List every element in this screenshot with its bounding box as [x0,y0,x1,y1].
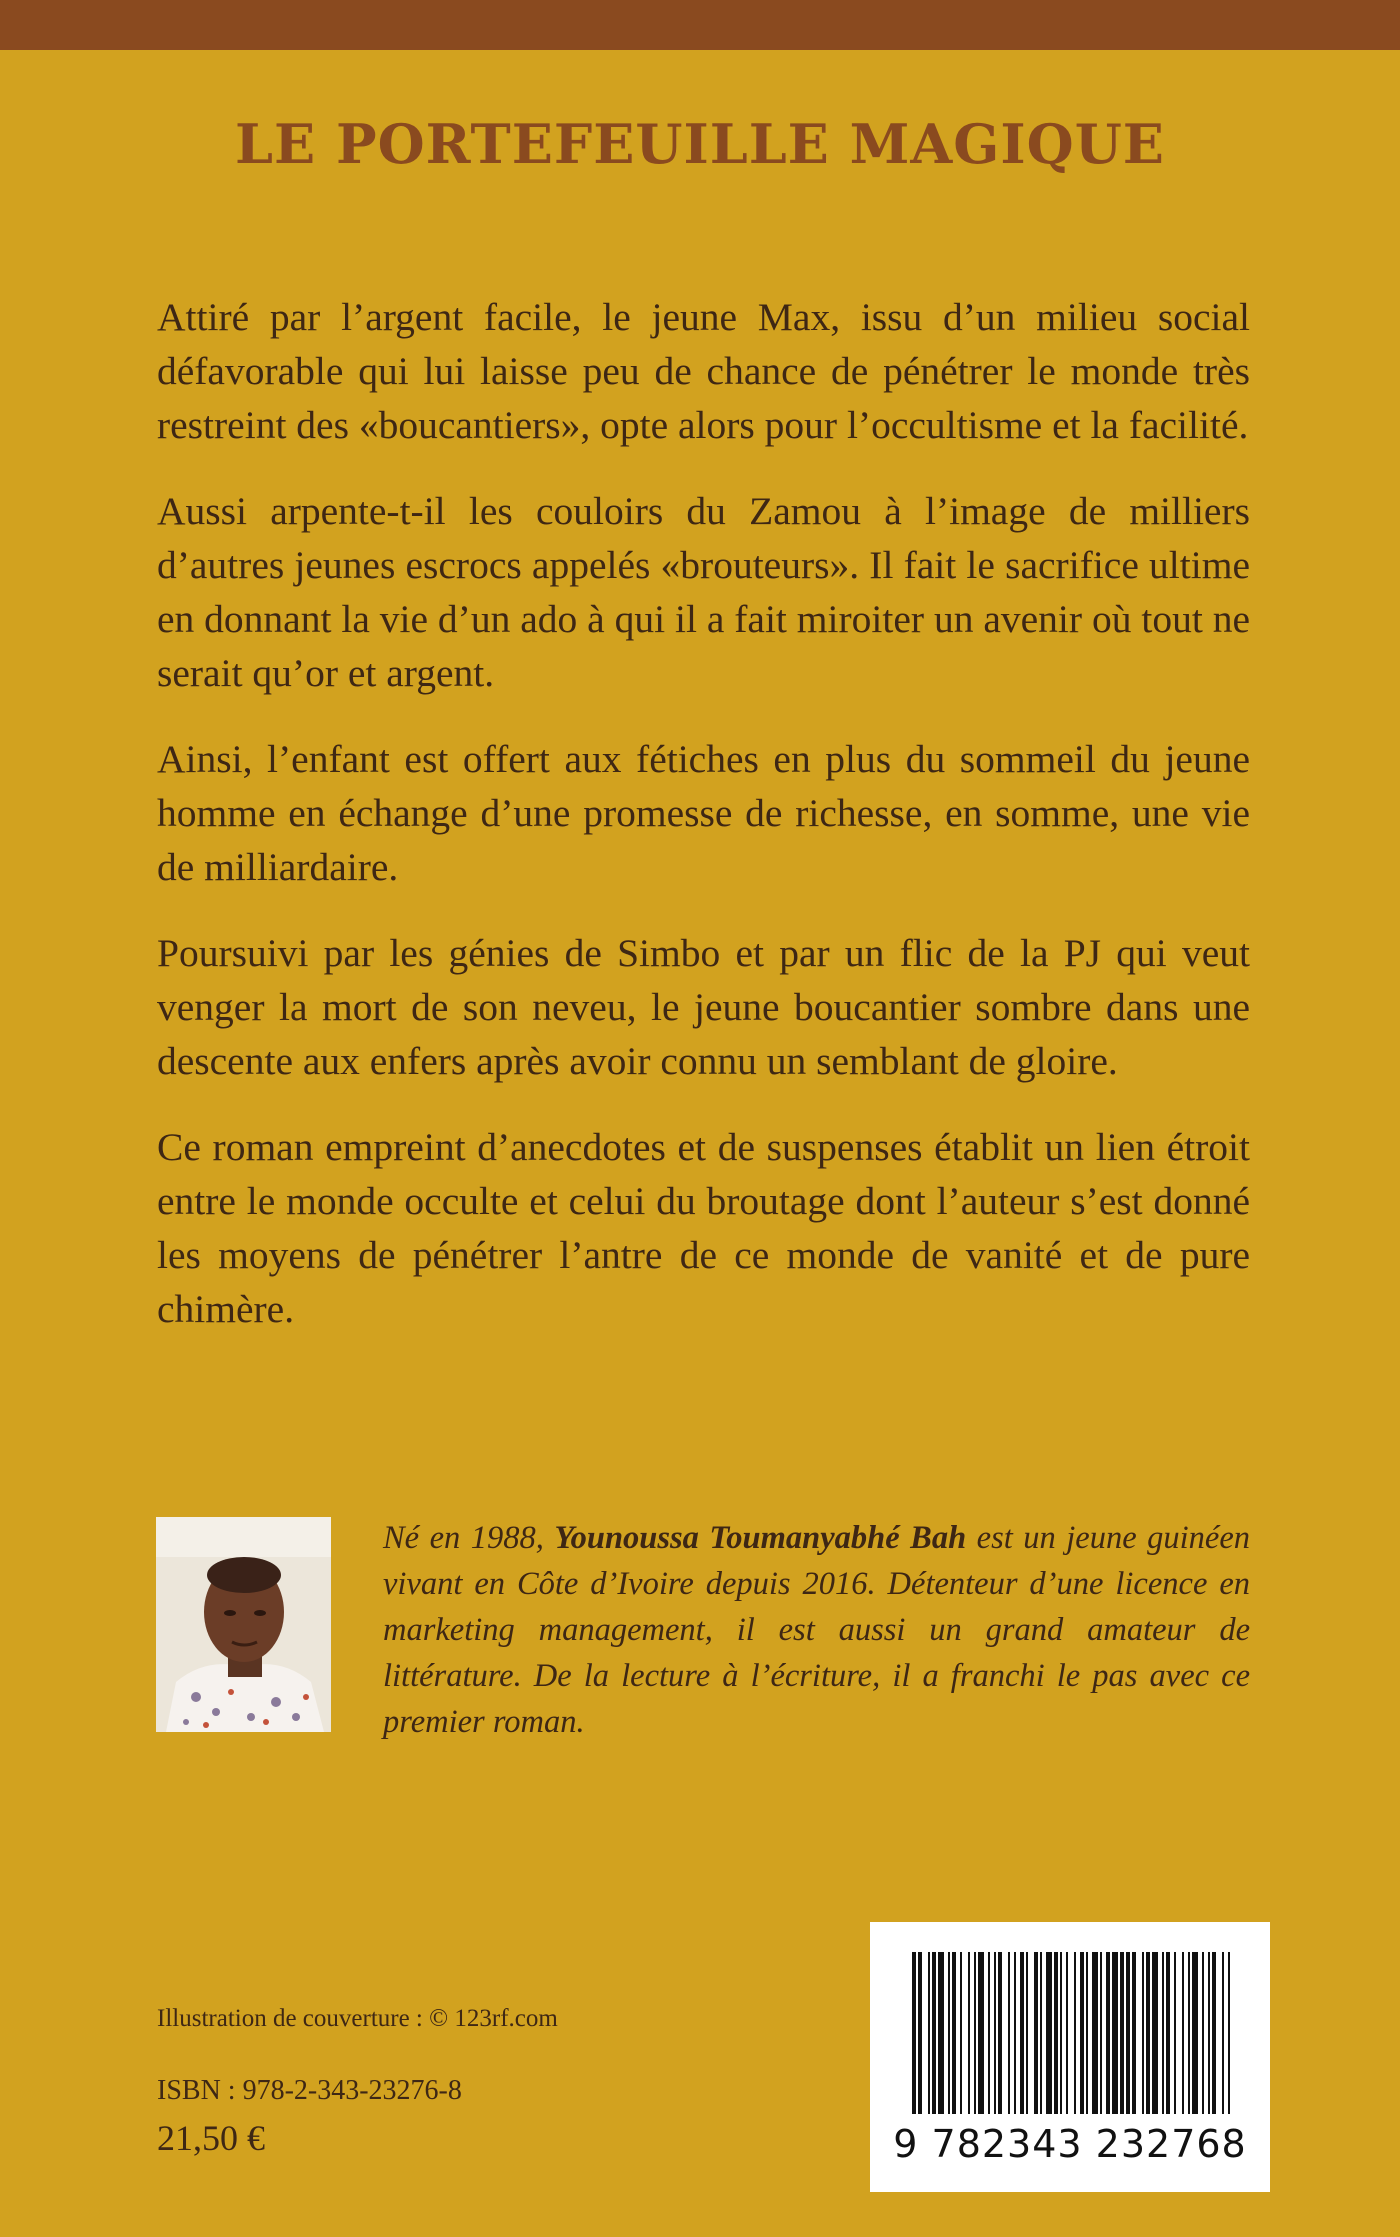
barcode-digits: 9 782343 232768 [893,2122,1247,2166]
barcode-bar [952,1952,956,2114]
barcode-bar [1228,1952,1230,2114]
barcode-bar [1066,1952,1068,2114]
barcode-bar [1074,1952,1076,2114]
barcode-bar [1106,1952,1110,2114]
blurb-paragraph: Ainsi, l’enfant est offert aux fétiches en plus du sommeil du jeune homme en échange d’une promesse de richesse, en somme, une vie de milliardaire. [157,737,1250,889]
author-bio [383,1515,1250,1745]
blurb-paragraph: Aussi arpente-t-il les couloirs du Zamou à l’image de milliers d’autres jeunes escrocs appelés «brouteurs». Il fait le sacrifice ultime en donnant la vie d’un ado à qui il a fait miroiter un avenir où tout ne serait qu’or et argent. [157,489,1250,695]
barcode-bar [1092,1952,1098,2114]
barcode-bar [938,1952,944,2114]
top-color-band [0,0,1400,50]
barcode-bar [1014,1952,1016,2114]
barcode-bar [1188,1952,1190,2114]
barcode-bar [948,1952,950,2114]
barcode-bar [998,1952,1002,2114]
barcode-bars [870,1922,1270,2122]
barcode-bar [1132,1952,1136,2114]
barcode-bar [1100,1952,1102,2114]
author-photo [156,1517,331,1732]
barcode-bar [912,1952,916,2114]
price: 21,50 € [157,2118,265,2158]
author-bio-text: est un jeune guinéen vivant en Côte d’Ivoire depuis 2016. Détenteur d’une licence en marketing management, il est aussi un grand amateur de littérature. De la lecture à l’écriture, il a franchi le pas avec ce premier roman. [383,1520,1251,1740]
barcode-bar [1174,1952,1176,2114]
barcode-bar [1020,1952,1024,2114]
barcode-bar [1120,1952,1124,2114]
barcode-bar [932,1952,936,2114]
barcode-bar [1026,1952,1028,2114]
barcode-bar [1046,1952,1052,2114]
barcode-bar [1112,1952,1118,2114]
barcode-bar [994,1952,996,2114]
book-title: LE PORTEFEUILLE MAGIQUE [235,112,1165,176]
barcode-bar [918,1952,922,2114]
blurb-paragraph: Ce roman empreint d’anecdotes et de suspenses établit un lien étroit entre le monde occulte et celui du broutage dont l’auteur s’est donné les moyens de pénétrer l’antre de ce monde de vanité et de pure chimère. [157,1125,1250,1331]
barcode-bar [960,1952,962,2114]
barcode-bar [1166,1952,1170,2114]
barcode-bar [1086,1952,1088,2114]
author-portrait-icon [156,1517,331,1732]
barcode-bar [1126,1952,1130,2114]
barcode-bar [928,1952,930,2114]
barcode-bar [1192,1952,1198,2114]
barcode-bar [1008,1952,1010,2114]
barcode-bar [1080,1952,1084,2114]
barcode-bar [1208,1952,1210,2114]
barcode-bar [988,1952,990,2114]
barcode [870,1922,1270,2192]
blurb-paragraph: Attiré par l’argent facile, le jeune Max, issu d’un milieu social défavorable qui lui laisse peu de chance de pénétrer le monde très restreint des «boucantiers», opte alors pour l’occultisme et la facilité. [157,295,1250,447]
barcode-bar [1212,1952,1216,2114]
barcode-bar [1182,1952,1184,2114]
blurb-paragraph: Poursuivi par les génies de Simbo et par un flic de la PJ qui veut venger la mort de son neveu, le jeune boucantier sombre dans une descente aux enfers après avoir connu un semblant de gloire. [157,931,1250,1083]
barcode-bar [1202,1952,1204,2114]
barcode-bar [974,1952,976,2114]
barcode-bar [1142,1952,1144,2114]
author-bio-prefix: Né en 1988, [383,1520,555,1556]
barcode-bar [1222,1952,1224,2114]
barcode-bar [1146,1952,1150,2114]
barcode-bar [1054,1952,1058,2114]
barcode-bar [1162,1952,1164,2114]
barcode-bar [978,1952,984,2114]
barcode-bar [968,1952,970,2114]
barcode-bar [1152,1952,1158,2114]
barcode-bar [1040,1952,1042,2114]
barcode-bar [1034,1952,1038,2114]
back-cover-blurb [157,290,1250,1368]
barcode-bar [1060,1952,1062,2114]
isbn: ISBN : 978-2-343-23276-8 [157,2075,462,2106]
illustration-credit: Illustration de couverture : © 123rf.com [157,2005,558,2032]
author-name: Younoussa Toumanyabhé Bah [554,1520,967,1556]
